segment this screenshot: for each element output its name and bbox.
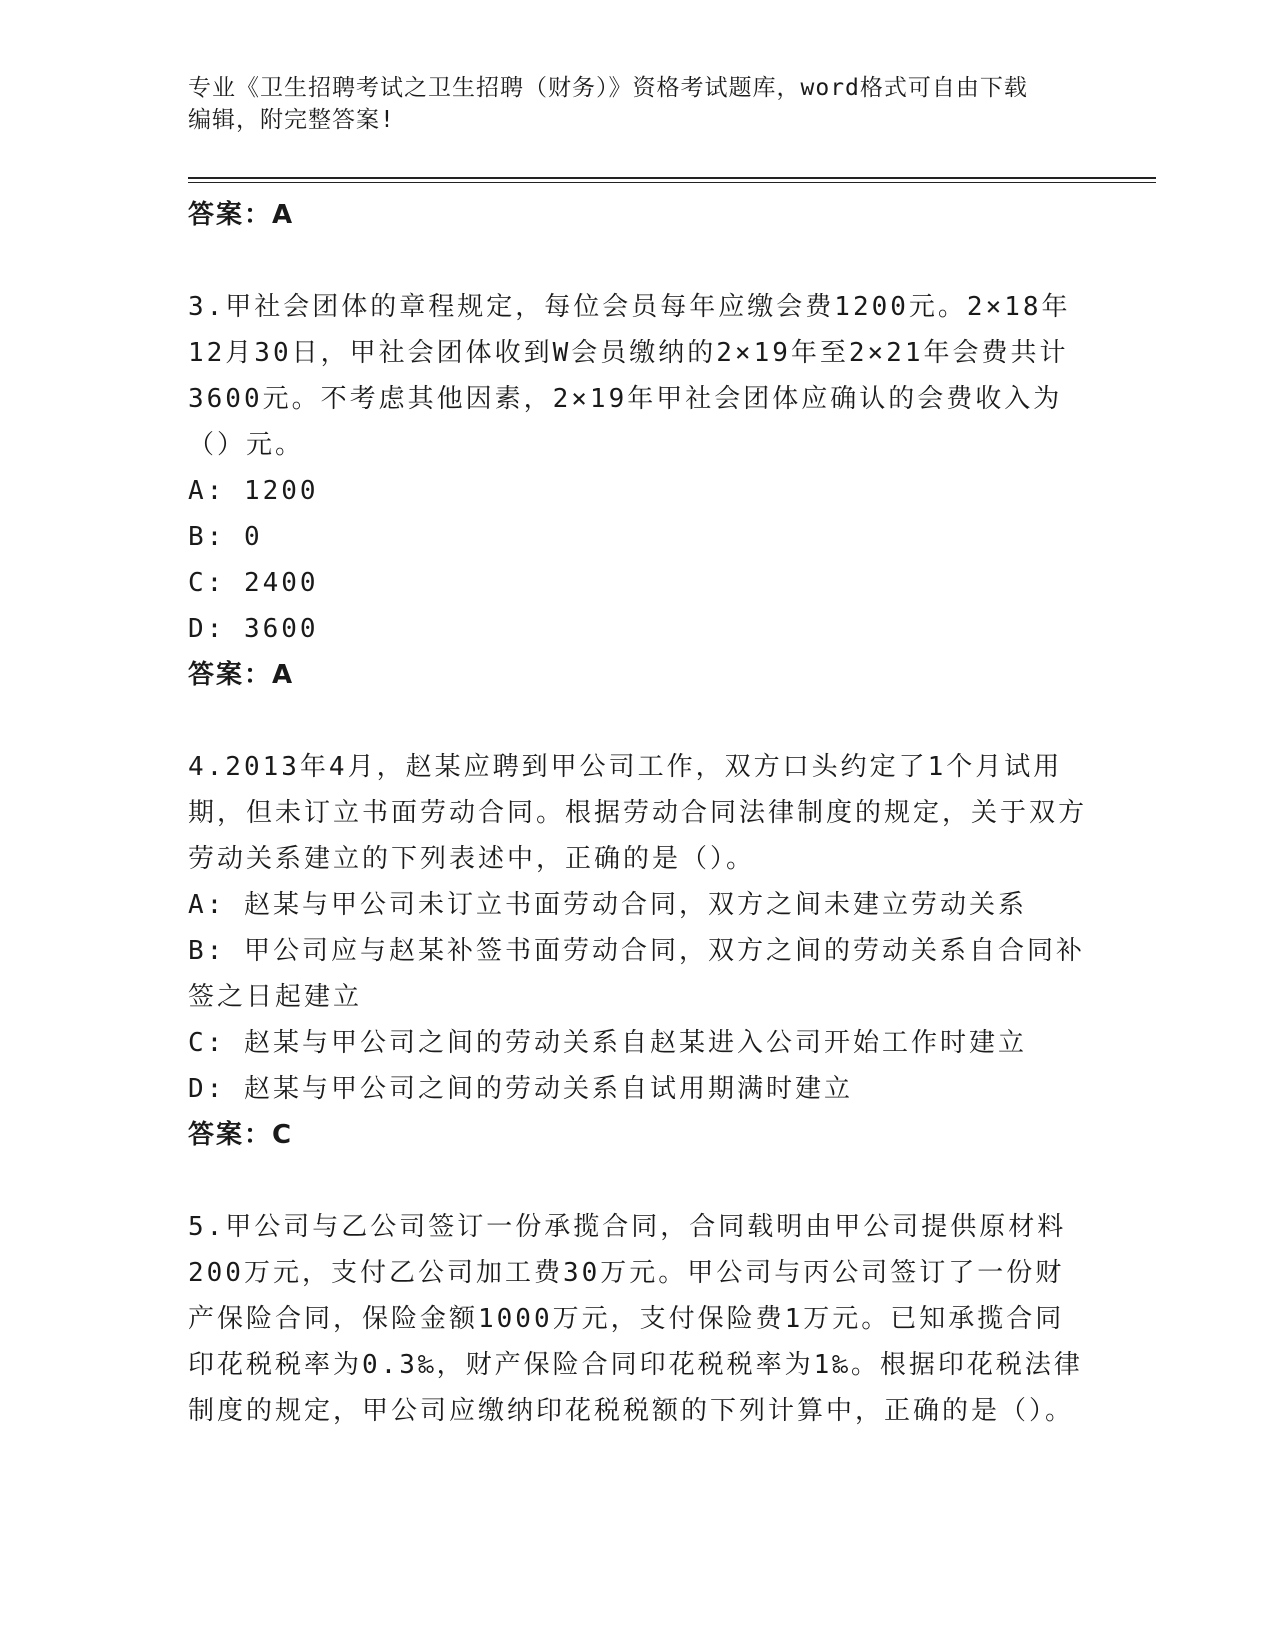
question-5 bbox=[188, 1204, 1088, 1434]
question-3 bbox=[188, 284, 1088, 698]
spacer bbox=[188, 238, 1088, 284]
question-4 bbox=[188, 744, 1088, 1158]
option-c: C: 2400 bbox=[188, 568, 319, 598]
previous-answer: 答案：A bbox=[188, 200, 295, 230]
question-stem: 3.甲社会团体的章程规定，每位会员每年应缴会费1200元。2×18年12月30日，甲社会团体收到W会员缴纳的2×19年至2×21年会费共计3600元。不考虑其他因素，2×19年甲社会团体应确认的会费收入为（）元。 bbox=[188, 292, 1071, 460]
header-line-2: 编辑，附完整答案! bbox=[188, 107, 395, 133]
header-line-1: 专业《卫生招聘考试之卫生招聘（财务）》资格考试题库，word格式可自由下载 bbox=[188, 75, 1028, 101]
option-a: A: 赵某与甲公司未订立书面劳动合同，双方之间未建立劳动关系 bbox=[188, 890, 1027, 920]
question-content bbox=[188, 192, 1088, 1434]
header-rule-thick bbox=[188, 177, 1156, 179]
answer-label: 答案：A bbox=[188, 660, 295, 690]
option-a: A: 1200 bbox=[188, 476, 319, 506]
question-stem: 4.2013年4月，赵某应聘到甲公司工作，双方口头约定了1个月试用期，但未订立书面劳动合同。根据劳动合同法律制度的规定，关于双方劳动关系建立的下列表述中，正确的是（）。 bbox=[188, 752, 1088, 874]
page-header bbox=[188, 72, 1088, 136]
answer-label: 答案：C bbox=[188, 1120, 294, 1150]
spacer bbox=[188, 1158, 1088, 1204]
spacer bbox=[188, 698, 1088, 744]
option-d: D: 赵某与甲公司之间的劳动关系自试用期满时建立 bbox=[188, 1074, 853, 1104]
option-b: B: 甲公司应与赵某补签书面劳动合同，双方之间的劳动关系自合同补签之日起建立 bbox=[188, 936, 1085, 1012]
option-c: C: 赵某与甲公司之间的劳动关系自赵某进入公司开始工作时建立 bbox=[188, 1028, 1027, 1058]
option-d: D: 3600 bbox=[188, 614, 319, 644]
header-rule-thin bbox=[188, 182, 1156, 183]
option-b: B: 0 bbox=[188, 522, 263, 552]
question-stem: 5.甲公司与乙公司签订一份承揽合同，合同载明由甲公司提供原材料200万元，支付乙公司加工费30万元。甲公司与丙公司签订了一份财产保险合同，保险金额1000万元，支付保险费1万元。已知承揽合同印花税税率为0.3‰，财产保险合同印花税税率为1‰。根据印花税法律制度的规定，甲公司应缴纳印花税税额的下列计算中，正确的是（）。 bbox=[188, 1212, 1083, 1426]
